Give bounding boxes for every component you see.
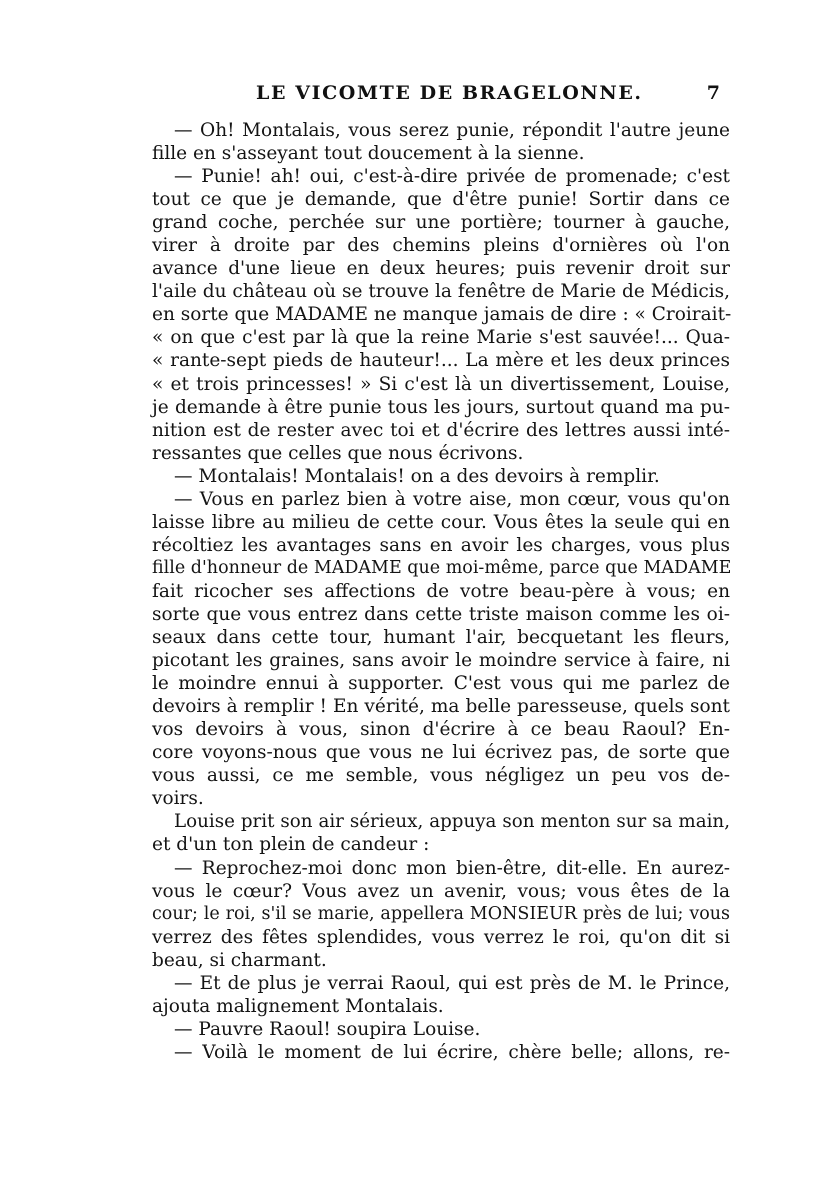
text-line: récoltiez les avantages sans en avoir les charges, vous plus	[152, 534, 730, 556]
text-line: — Voilà le moment de lui écrire, chère belle; allons, re-	[174, 1041, 730, 1063]
text-line: — Punie! ah! oui, c'est-à-dire privée de promenade; c'est	[174, 166, 730, 188]
text-line: — Pauvre Raoul! soupira Louise.	[174, 1018, 481, 1040]
text-line: en sorte que MADAME ne manque jamais de dire : « Croirait-	[152, 304, 732, 326]
text-line: devoirs à remplir ! En vérité, ma belle paresseuse, quels sont	[152, 696, 730, 718]
running-title: LE VICOMTE DE BRAGELONNE.	[256, 82, 643, 104]
text-line: ressantes que celles que nous écrivons.	[152, 442, 524, 464]
text-line: picotant les graines, sans avoir le moindre service à faire, ni	[152, 650, 730, 672]
text-line: seaux dans cette tour, humant l'air, becquetant les fleurs,	[152, 627, 730, 649]
text-line: vous le cœur? Vous avez un avenir, vous; vous êtes de la	[152, 880, 730, 902]
text-line: beau, si charmant.	[152, 949, 327, 971]
text-line: le moindre ennui à supporter. C'est vous qui me parlez de	[152, 673, 730, 695]
text-line: cour; le roi, s'il se marie, appellera MONSIEUR près de lui; vous	[152, 903, 730, 924]
text-line: fille d'honneur de MADAME que moi-même, parce que MADAME	[152, 557, 732, 578]
text-line: nition est de rester avec toi et d'écrire des lettres aussi inté-	[152, 419, 730, 441]
text-line: — Montalais! Montalais! on a des devoirs à remplir.	[174, 465, 660, 487]
text-line: « on que c'est par là que la reine Marie s'est sauvée!... Qua-	[152, 327, 730, 349]
text-line: « rante-sept pieds de hauteur!... La mère et les deux princes	[152, 350, 730, 372]
text-line: — Vous en parlez bien à votre aise, mon cœur, vous qu'on	[174, 488, 730, 510]
text-line: vous aussi, ce me semble, vous négligez un peu vos de-	[152, 765, 730, 787]
text-line: voirs.	[152, 788, 204, 810]
text-line: laisse libre au milieu de cette cour. Vous êtes la seule qui en	[152, 511, 730, 533]
text-line: ajouta malignement Montalais.	[152, 995, 444, 1017]
body-text	[152, 119, 730, 1064]
text-line: fille en s'asseyant tout doucement à la sienne.	[152, 143, 585, 165]
text-line: l'aile du château où se trouve la fenêtre de Marie de Médicis,	[152, 281, 730, 303]
text-line: verrez des fêtes splendides, vous verrez le roi, qu'on dit si	[152, 926, 730, 948]
text-line: sorte que vous entrez dans cette triste maison comme les oi-	[152, 603, 730, 625]
page-number: 7	[706, 82, 720, 104]
page-header	[150, 82, 732, 112]
text-line: — Reprochez-moi donc mon bien-être, dit-elle. En aurez-	[174, 857, 730, 879]
text-line: — Oh! Montalais, vous serez punie, répondit l'autre jeune	[174, 120, 730, 141]
text-line: — Et de plus je verrai Raoul, qui est près de M. le Prince,	[174, 972, 730, 994]
text-line: je demande à être punie tous les jours, surtout quand ma pu-	[152, 396, 730, 418]
text-line: avance d'une lieue en deux heures; puis revenir droit sur	[152, 258, 730, 280]
text-line: vos devoirs à vous, sinon d'écrire à ce beau Raoul? En-	[152, 719, 730, 741]
text-line: « et trois princesses! » Si c'est là un divertissement, Louise,	[152, 373, 730, 395]
text-line: fait ricocher ses affections de votre beau-père à vous; en	[152, 580, 730, 602]
text-line: grand coche, perchée sur une portière; tourner à gauche,	[152, 212, 730, 234]
text-line: core voyons-nous que vous ne lui écrivez pas, de sorte que	[152, 742, 730, 764]
text-line: Louise prit son air sérieux, appuya son menton sur sa main,	[174, 811, 730, 833]
text-line: virer à droite par des chemins pleins d'ornières où l'on	[152, 235, 730, 257]
text-line: et d'un ton plein de candeur :	[152, 834, 430, 856]
text-line: tout ce que je demande, que d'être punie! Sortir dans ce	[152, 189, 730, 211]
